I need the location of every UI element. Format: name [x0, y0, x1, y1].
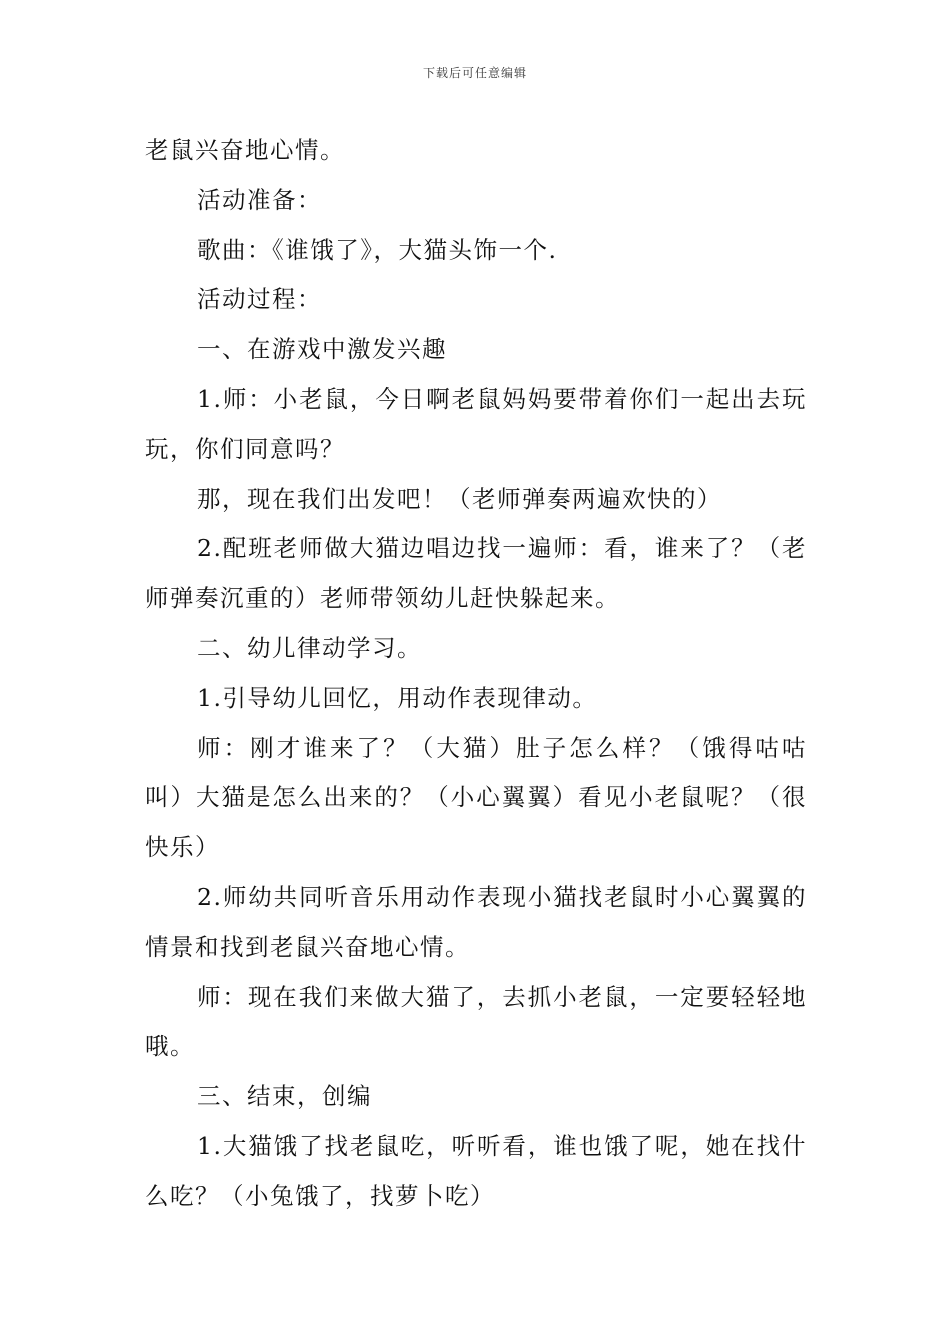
paragraph: 2.师幼共同听音乐用动作表现小猫找老鼠时小心翼翼的情景和找到老鼠兴奋地心情。	[145, 882, 807, 961]
section-heading: 二、幼儿律动学习。	[197, 633, 422, 662]
paragraph: 歌曲：《谁饿了》，大猫头饰一个.	[197, 235, 558, 264]
paragraph: 那，现在我们出发吧！（老师弹奏两遍欢快的）	[197, 484, 722, 513]
section-heading: 一、在游戏中激发兴趣	[197, 335, 447, 364]
paragraph: 1.师：小老鼠，今日啊老鼠妈妈要带着你们一起出去玩玩，你们同意吗？	[145, 384, 807, 463]
section-heading: 三、结束，创编	[197, 1082, 372, 1111]
page-header: 下载后可任意编辑	[422, 66, 527, 80]
paragraph: 2.配班老师做大猫边唱边找一遍师：看，谁来了？（老师弹奏沉重的）老师带领幼儿赶快躲起来。	[145, 534, 807, 613]
paragraph: 活动准备：	[197, 185, 322, 214]
paragraph: 师：刚才谁来了？（大猫）肚子怎么样？（饿得咕咕叫）大猫是怎么出来的？（小心翼翼）看见小老鼠呢？（很快乐）	[145, 733, 807, 862]
paragraph: 师：现在我们来做大猫了，去抓小老鼠，一定要轻轻地哦。	[145, 982, 807, 1061]
paragraph: 1.引导幼儿回忆，用动作表现律动。	[197, 683, 598, 712]
document-body	[145, 126, 807, 1222]
paragraph: 活动过程：	[197, 285, 322, 314]
paragraph: 老鼠兴奋地心情。	[145, 136, 345, 164]
paragraph: 1.大猫饿了找老鼠吃，听听看，谁也饿了呢，她在找什么吃？（小兔饿了，找萝卜吃）	[145, 1131, 807, 1210]
